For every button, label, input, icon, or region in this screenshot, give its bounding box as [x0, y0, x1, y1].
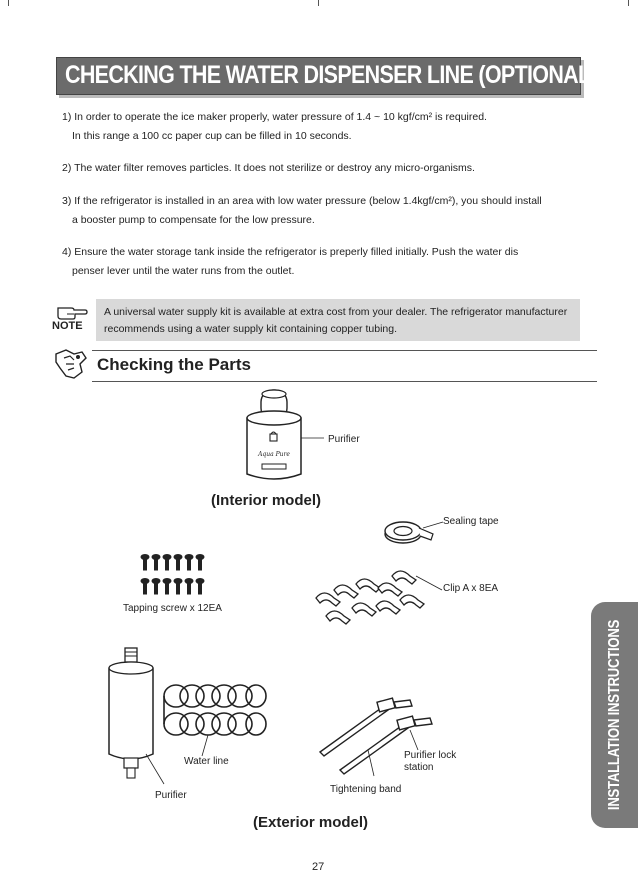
instruction-3: [62, 192, 542, 230]
instruction-4: [62, 243, 518, 281]
clip-label: Clip A x 8EA: [443, 583, 499, 594]
instruction-line: penser lever until the water runs from the outlet.: [72, 265, 295, 277]
crop-mark: [8, 0, 9, 6]
tapping-screw-label: Tapping screw x 12EA: [123, 603, 222, 614]
water-line-illustration: [158, 680, 268, 758]
instruction-line: In this range a 100 cc paper cup can be filled in 10 seconds.: [72, 130, 352, 142]
instruction-1: [62, 108, 487, 146]
tapping-screws-illustration: [140, 554, 216, 600]
exterior-purifier-illustration: [104, 644, 164, 804]
instruction-line: a booster pump to compensate for the low pressure.: [72, 214, 315, 226]
instruction-line: 4) Ensure the water storage tank inside the refrigerator is preperly filled initially. Push the water dis: [62, 246, 519, 258]
interior-purifier-illustration: [240, 388, 320, 488]
instruction-line: 1) In order to operate the ice maker properly, water pressure of 1.4 ~ 10 kgf/cm² is required.: [62, 111, 487, 123]
section-rule: [92, 350, 597, 351]
page-title: CHECKING THE WATER DISPENSER LINE (OPTIONAL): [65, 61, 597, 89]
purifier-lock-label-line: station: [404, 762, 434, 773]
parts-section-title: Checking the Parts: [97, 355, 251, 374]
crop-mark: [628, 0, 629, 6]
sealing-tape-label: Sealing tape: [443, 516, 499, 527]
note-text: recommends using a water supply kit containing copper tubing.: [104, 323, 397, 335]
interior-purifier-label: Purifier: [328, 434, 360, 445]
page-number: 27: [312, 861, 325, 873]
sealing-tape-illustration: [383, 516, 443, 550]
note-text: A universal water supply kit is available at extra cost from your dealer. The refrigerator manufacturer: [104, 306, 568, 318]
pointing-hand-icon: [55, 302, 89, 322]
exterior-model-title: (Exterior model): [253, 814, 369, 831]
purifier-lock-label-line: Purifier lock: [404, 750, 457, 761]
section-title-bar: [56, 57, 597, 95]
note-label: NOTE: [52, 320, 83, 332]
purifier-lock-label: [404, 750, 456, 774]
clips-illustration: [312, 562, 442, 630]
instruction-line: 2) The water filter removes particles. It does not sterilize or destroy any micro-organisms.: [62, 162, 475, 174]
instruction-line: 3) If the refrigerator is installed in an area with low water pressure (below 1.4kgf/cm²), you should install: [62, 195, 542, 207]
instruction-2: [62, 159, 475, 178]
section-side-tab: [591, 602, 638, 828]
hand-checklist-icon: [52, 346, 92, 382]
exterior-purifier-label: Purifier: [155, 790, 187, 801]
side-tab-label: INSTALLATION INSTRUCTIONS: [605, 619, 623, 811]
svg-text:Aqua Pure: Aqua Pure: [258, 451, 290, 458]
note-box: [96, 299, 580, 341]
section-rule: [92, 381, 597, 382]
tightening-band-label: Tightening band: [330, 784, 402, 795]
crop-mark: [318, 0, 319, 6]
water-line-label: Water line: [184, 756, 229, 767]
interior-model-title: (Interior model): [211, 492, 322, 509]
